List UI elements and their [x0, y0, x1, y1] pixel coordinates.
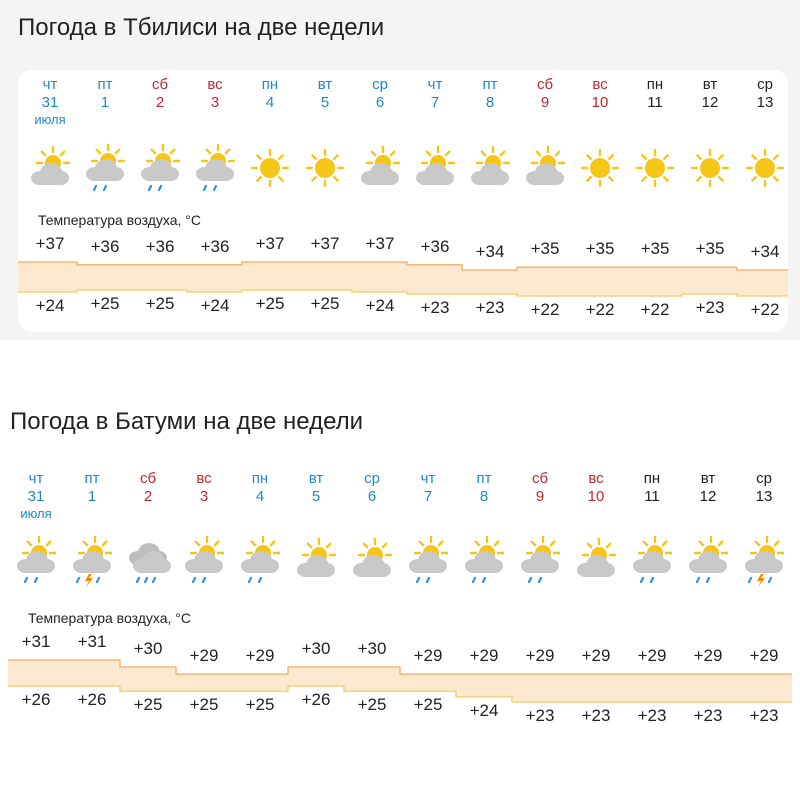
- max-temperature: +36: [90, 236, 120, 256]
- cloud-sun-rain-icon: [237, 540, 283, 588]
- cloud-sun-icon: [293, 540, 339, 588]
- min-temperature: +23: [581, 706, 611, 725]
- min-temperature: +23: [695, 298, 725, 317]
- day-number: 6: [375, 94, 385, 111]
- cloud-sun-rain-icon: [13, 540, 59, 588]
- sun-icon: [632, 148, 678, 196]
- min-temperature: +25: [245, 695, 275, 715]
- max-temperature: +30: [357, 639, 387, 658]
- max-temperature: +29: [469, 646, 499, 665]
- max-temperature: +29: [413, 646, 443, 665]
- weekday-label: ср: [757, 76, 773, 93]
- weekday-label: чт: [28, 470, 44, 487]
- max-temperature: +29: [749, 646, 779, 665]
- day-number: 1: [100, 94, 110, 111]
- cloud-sun-icon: [412, 148, 458, 196]
- day-header[interactable]: [737, 76, 793, 112]
- weekday-label: чт: [427, 76, 443, 93]
- min-temperature: +25: [90, 294, 120, 313]
- page-title: Погода в Тбилиси на две недели: [18, 14, 385, 41]
- day-number: 2: [143, 488, 153, 505]
- min-temperature: +24: [365, 296, 395, 315]
- min-temperature: +23: [637, 706, 667, 725]
- day-header[interactable]: [456, 470, 512, 506]
- max-temperature: +30: [133, 639, 163, 658]
- cloud-sun-icon: [27, 148, 73, 196]
- day-header[interactable]: [344, 470, 400, 506]
- temperature-label: Температура воздуха, °C: [28, 610, 191, 626]
- day-number: 2: [155, 94, 165, 111]
- day-number: 9: [540, 94, 550, 111]
- day-number: 4: [255, 488, 265, 505]
- min-temperature: +23: [749, 706, 779, 725]
- max-temperature: +30: [301, 639, 331, 658]
- min-temperature: +25: [189, 695, 219, 715]
- max-temperature: +29: [637, 646, 667, 665]
- day-header[interactable]: [77, 76, 133, 112]
- day-header[interactable]: [288, 470, 344, 506]
- cloud-sun-rain-icon: [82, 148, 128, 196]
- sun-icon: [302, 148, 348, 196]
- weekday-label: вс: [592, 76, 608, 93]
- max-temperature: +29: [189, 646, 219, 665]
- sun-icon: [742, 148, 788, 196]
- max-temperature: +35: [585, 239, 615, 259]
- max-temperature: +36: [200, 236, 230, 256]
- min-temperature: +25: [133, 695, 163, 715]
- day-header[interactable]: [8, 470, 64, 522]
- day-number: 31: [41, 94, 59, 111]
- cloud-sun-rain-icon: [685, 540, 731, 588]
- day-number: 5: [320, 94, 330, 111]
- min-temperature: +23: [693, 706, 723, 725]
- day-header[interactable]: [682, 76, 738, 112]
- day-header[interactable]: [680, 470, 736, 506]
- weekday-label: пн: [646, 76, 664, 93]
- max-temperature: +34: [475, 242, 505, 261]
- day-header[interactable]: [624, 470, 680, 506]
- cloud-rain-icon: [125, 540, 171, 588]
- min-temperature: +22: [640, 300, 670, 319]
- day-header[interactable]: [22, 76, 78, 128]
- sun-icon: [687, 148, 733, 196]
- weekday-label: вс: [588, 470, 604, 487]
- min-temperature: +26: [301, 690, 331, 709]
- day-number: 13: [756, 94, 774, 111]
- cloud-sun-icon: [349, 540, 395, 588]
- day-number: 7: [430, 94, 440, 111]
- cloud-sun-rain-icon: [517, 540, 563, 588]
- weekday-label: пт: [476, 470, 492, 487]
- cloud-sun-storm-icon: [741, 540, 787, 588]
- day-header[interactable]: [736, 470, 792, 506]
- max-temperature: +34: [750, 242, 780, 261]
- day-header[interactable]: [627, 76, 683, 112]
- day-number: 5: [311, 488, 321, 505]
- month-label: июля: [20, 506, 52, 521]
- min-temperature: +25: [145, 294, 175, 313]
- weekday-label: вт: [702, 76, 718, 93]
- weekday-label: чт: [420, 470, 436, 487]
- day-number: 1: [87, 488, 97, 505]
- max-temperature: +31: [77, 632, 107, 651]
- min-temperature: +22: [530, 300, 560, 319]
- batumi-forecast-panel: [0, 400, 800, 725]
- weekday-label: вт: [700, 470, 716, 487]
- cloud-sun-rain-icon: [629, 540, 675, 588]
- day-header[interactable]: [572, 76, 628, 112]
- max-temperature: +37: [365, 234, 395, 253]
- day-number: 4: [265, 94, 275, 111]
- max-temperature: +29: [245, 646, 275, 665]
- weekday-label: пн: [643, 470, 661, 487]
- forecast-card: [8, 464, 792, 725]
- weekday-label: пт: [482, 76, 498, 93]
- day-header[interactable]: [352, 76, 408, 112]
- day-number: 10: [591, 94, 609, 111]
- weekday-label: пт: [84, 470, 100, 487]
- day-number: 11: [644, 488, 660, 505]
- cloud-sun-rain-icon: [405, 540, 451, 588]
- day-header[interactable]: [132, 76, 188, 112]
- cloud-sun-icon: [467, 148, 513, 196]
- day-header[interactable]: [297, 76, 353, 112]
- day-number: 12: [699, 488, 717, 505]
- min-temperature: +25: [255, 294, 285, 313]
- day-number: 6: [367, 488, 377, 505]
- day-header[interactable]: [176, 470, 232, 506]
- min-temperature: +22: [585, 300, 615, 319]
- min-temperature: +23: [475, 298, 505, 317]
- weekday-label: пт: [97, 76, 113, 93]
- weekday-label: пн: [261, 76, 279, 93]
- weekday-label: сб: [139, 470, 157, 487]
- weekday-label: чт: [42, 76, 58, 93]
- day-header[interactable]: [568, 470, 624, 506]
- day-number: 8: [485, 94, 495, 111]
- max-temperature: +35: [530, 239, 560, 259]
- cloud-sun-rain-icon: [137, 148, 183, 196]
- weekday-label: пн: [251, 470, 269, 487]
- max-temperature: +29: [525, 646, 555, 665]
- min-temperature: +24: [469, 700, 499, 720]
- min-temperature: +26: [21, 690, 51, 709]
- max-temperature: +29: [581, 646, 611, 665]
- max-temperature: +37: [35, 234, 65, 253]
- cloud-sun-storm-icon: [69, 540, 115, 588]
- min-temperature: +25: [413, 695, 443, 715]
- cloud-sun-rain-icon: [461, 540, 507, 588]
- weekday-label: ср: [756, 470, 772, 487]
- weekday-label: вт: [308, 470, 324, 487]
- cloud-sun-rain-icon: [181, 540, 227, 588]
- day-header[interactable]: [462, 76, 518, 112]
- sun-icon: [577, 148, 623, 196]
- weekday-label: ср: [364, 470, 380, 487]
- weekday-label: ср: [372, 76, 388, 93]
- day-number: 3: [199, 488, 209, 505]
- day-number: 13: [755, 488, 773, 505]
- day-number: 3: [210, 94, 220, 111]
- day-number: 8: [479, 488, 489, 505]
- cloud-sun-icon: [522, 148, 568, 196]
- max-temperature: +37: [255, 234, 285, 253]
- weekday-label: вс: [196, 470, 212, 487]
- max-temperature: +36: [145, 236, 175, 256]
- weekday-label: вс: [207, 76, 223, 93]
- day-header[interactable]: [187, 76, 243, 112]
- day-header[interactable]: [517, 76, 573, 112]
- day-header[interactable]: [120, 470, 176, 506]
- weekday-label: сб: [531, 470, 549, 487]
- day-number: 11: [647, 94, 663, 111]
- cloud-sun-rain-icon: [192, 148, 238, 196]
- day-number: 10: [587, 488, 605, 505]
- day-header[interactable]: [512, 470, 568, 506]
- min-temperature: +22: [750, 300, 780, 319]
- page-title: Погода в Батуми на две недели: [10, 408, 364, 435]
- min-temperature: +25: [310, 294, 340, 313]
- min-temperature: +26: [77, 690, 107, 709]
- max-temperature: +36: [420, 236, 450, 256]
- weekday-label: сб: [151, 76, 169, 93]
- tbilisi-forecast-panel: [0, 0, 800, 340]
- day-header[interactable]: [232, 470, 288, 506]
- day-header[interactable]: [407, 76, 463, 112]
- min-temperature: +25: [357, 695, 387, 715]
- max-temperature: +35: [695, 239, 725, 259]
- day-header[interactable]: [242, 76, 298, 112]
- day-header[interactable]: [64, 470, 120, 506]
- min-temperature: +24: [35, 296, 65, 315]
- day-header[interactable]: [400, 470, 456, 506]
- day-number: 31: [27, 488, 45, 505]
- max-temperature: +35: [640, 239, 670, 259]
- sun-icon: [247, 148, 293, 196]
- temperature-label: Температура воздуха, °C: [38, 212, 201, 228]
- min-temperature: +24: [200, 296, 230, 315]
- min-temperature: +23: [525, 706, 555, 725]
- day-number: 7: [423, 488, 433, 505]
- cloud-sun-icon: [573, 540, 619, 588]
- forecast-card: [18, 70, 788, 332]
- max-temperature: +29: [693, 646, 723, 665]
- max-temperature: +37: [310, 234, 340, 253]
- weekday-label: вт: [317, 76, 333, 93]
- day-number: 9: [535, 488, 545, 505]
- day-number: 12: [701, 94, 719, 111]
- max-temperature: +31: [21, 632, 51, 651]
- month-label: июля: [34, 112, 66, 127]
- weekday-label: сб: [536, 76, 554, 93]
- min-temperature: +23: [420, 298, 450, 317]
- cloud-sun-icon: [357, 148, 403, 196]
